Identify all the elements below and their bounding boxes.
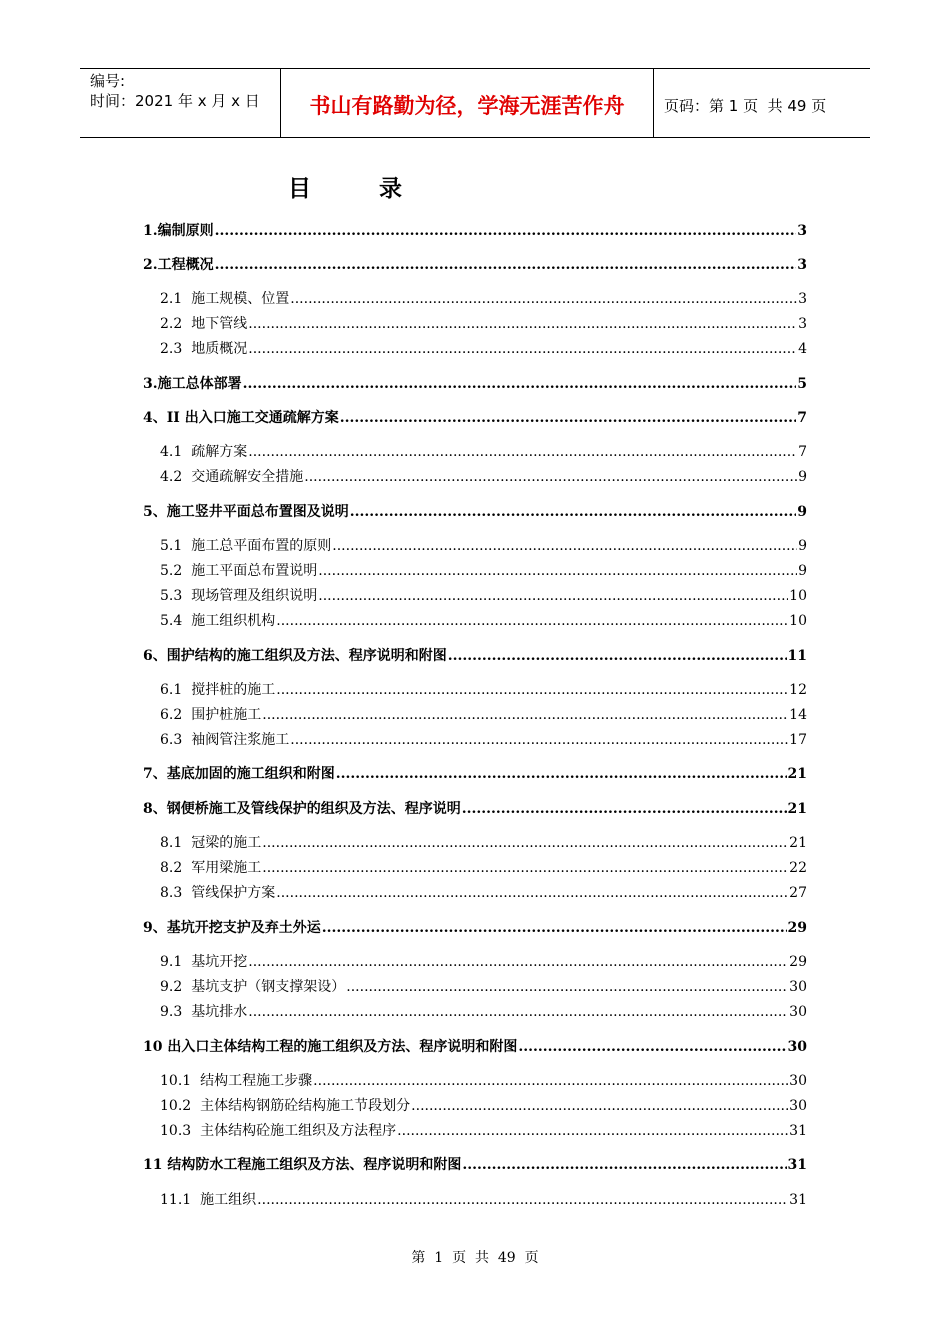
toc-entry-number: 6.1 <box>160 682 183 698</box>
toc-entry-text: 搅拌桩的施工 <box>191 682 276 698</box>
toc-leader-dots <box>332 537 797 555</box>
toc-entry-label <box>160 834 261 852</box>
toc-entry-text: 8、钢便桥施工及管线保护的组织及方法、程序说明 <box>143 801 461 817</box>
toc-leader-dots <box>262 859 788 877</box>
toc-page-number: 30 <box>787 1039 807 1055</box>
toc-entry-text: 2.工程概况 <box>143 257 214 273</box>
toc-page-number: 10 <box>789 613 807 629</box>
toc-page-number: 3 <box>797 257 807 273</box>
toc-entry-text: 围护桩施工 <box>191 707 262 723</box>
toc-page-number: 7 <box>798 444 807 460</box>
toc-leader-dots <box>336 765 787 783</box>
toc-page-number: 21 <box>787 766 807 782</box>
toc-entry-label <box>160 1097 410 1115</box>
toc-page-number: 31 <box>787 1157 807 1173</box>
toc-subentry[interactable] <box>143 1097 807 1115</box>
toc-page-number: 4 <box>798 341 807 357</box>
toc-entry-label <box>143 375 242 393</box>
toc-page-number: 7 <box>797 410 807 426</box>
toc-entry-text: 施工组织 <box>200 1192 257 1208</box>
toc-leader-dots <box>350 503 797 521</box>
toc-entry-number: 4.1 <box>160 444 183 460</box>
header-motto: 书山有路勤为径，学海无涯苦作舟 <box>281 69 654 137</box>
toc-entry[interactable] <box>143 503 807 521</box>
toc-page-number: 21 <box>787 801 807 817</box>
toc-page-number: 3 <box>798 291 807 307</box>
toc-entry-text: 管线保护方案 <box>191 885 276 901</box>
toc-leader-dots <box>248 1003 788 1021</box>
toc-leader-dots <box>397 1122 788 1140</box>
toc-page-number: 5 <box>797 376 807 392</box>
toc-leader-dots <box>411 1097 788 1115</box>
toc-subentry[interactable] <box>143 1191 807 1209</box>
toc-entry-text: 施工规模、位置 <box>191 291 290 307</box>
document-time-label: 时间：2021 年 x 月 x 日 <box>90 92 260 110</box>
toc-entry-label <box>160 468 303 486</box>
toc-page-number: 9 <box>798 469 807 485</box>
toc-entry-label <box>143 222 214 240</box>
toc-entry-text: 5、施工竖井平面总布置图及说明 <box>143 504 349 520</box>
toc-page-number: 30 <box>789 1073 807 1089</box>
toc-entry-text: 施工组织机构 <box>191 613 276 629</box>
toc-leader-dots <box>262 706 788 724</box>
toc-entry-text: 现场管理及组织说明 <box>191 588 318 604</box>
toc-leader-dots <box>257 1191 788 1209</box>
toc-subentry[interactable] <box>143 1122 807 1140</box>
toc-entry[interactable] <box>143 409 807 427</box>
toc-entry-number: 11.1 <box>160 1192 192 1208</box>
header-meta <box>80 69 281 137</box>
document-number-label: 编号: <box>90 72 126 90</box>
toc-entry-number: 10.3 <box>160 1123 192 1139</box>
toc-entry-number: 8.2 <box>160 860 183 876</box>
toc-entry-label <box>143 256 214 274</box>
toc-entry[interactable] <box>143 1038 807 1056</box>
toc-subentry[interactable] <box>143 562 807 580</box>
toc-entry-text: 地质概况 <box>191 341 248 357</box>
toc-entry-text: 11 结构防水工程施工组织及方法、程序说明和附图 <box>143 1157 462 1173</box>
toc-leader-dots <box>448 647 787 665</box>
toc-subentry[interactable] <box>143 612 807 630</box>
toc-subentry[interactable] <box>143 978 807 996</box>
toc-entry[interactable] <box>143 765 807 783</box>
toc-entry[interactable] <box>143 375 807 393</box>
toc-page-number: 30 <box>789 979 807 995</box>
toc-entry-number: 5.2 <box>160 563 183 579</box>
toc-title-char-2: 录 <box>379 176 402 202</box>
toc-entry-label <box>143 503 349 521</box>
toc-subentry[interactable] <box>143 290 807 308</box>
toc-entry-label <box>160 443 247 461</box>
toc-subentry[interactable] <box>143 443 807 461</box>
toc-subentry[interactable] <box>143 834 807 852</box>
toc-entry-label <box>160 537 331 555</box>
toc-entry-label <box>160 612 275 630</box>
toc-entry[interactable] <box>143 647 807 665</box>
header-page-info <box>654 69 870 137</box>
toc-page-number: 31 <box>789 1192 807 1208</box>
toc-entry[interactable] <box>143 919 807 937</box>
toc-entry-label <box>160 340 247 358</box>
toc-leader-dots <box>215 222 797 240</box>
toc-subentry[interactable] <box>143 1003 807 1021</box>
toc-entry-number: 9.3 <box>160 1004 183 1020</box>
toc-entry-label <box>160 731 289 749</box>
toc-entry-label <box>160 290 289 308</box>
toc-entry-label <box>160 1003 247 1021</box>
toc-entry-text: 10 出入口主体结构工程的施工组织及方法、程序说明和附图 <box>143 1039 518 1055</box>
toc-entry-text: 交通疏解安全措施 <box>191 469 304 485</box>
toc-entry-number: 5.1 <box>160 538 183 554</box>
toc-page-number: 29 <box>787 920 807 936</box>
toc-entry-text: 军用梁施工 <box>191 860 262 876</box>
toc-page-number: 22 <box>789 860 807 876</box>
toc-leader-dots <box>313 1072 788 1090</box>
toc-entry[interactable] <box>143 800 807 818</box>
toc-entry-text: 6、围护结构的施工组织及方法、程序说明和附图 <box>143 648 447 664</box>
toc-entry-number: 5.4 <box>160 613 183 629</box>
toc-leader-dots <box>215 256 797 274</box>
toc-entry[interactable] <box>143 222 807 240</box>
toc-entry-number: 10.2 <box>160 1098 192 1114</box>
toc-leader-dots <box>318 562 797 580</box>
toc-entry-text: 9、基坑开挖支护及弃土外运 <box>143 920 321 936</box>
toc-leader-dots <box>243 375 797 393</box>
toc-leader-dots <box>346 978 788 996</box>
toc-entry-number: 9.1 <box>160 954 183 970</box>
toc-title <box>288 170 402 203</box>
toc-entry[interactable] <box>143 256 807 274</box>
toc-entry-number: 8.1 <box>160 835 183 851</box>
toc-entry-label <box>160 1072 312 1090</box>
toc-entry-label <box>160 859 261 877</box>
toc-entry-text: 主体结构砼施工组织及方法程序 <box>200 1123 397 1139</box>
header-page-info-text: 页码：第 1 页 共 49 页 <box>664 96 827 115</box>
toc-page-number: 9 <box>798 538 807 554</box>
toc-entry-number: 6.3 <box>160 732 183 748</box>
toc-entry-label <box>160 562 317 580</box>
toc-leader-dots <box>262 834 788 852</box>
toc-leader-dots <box>518 1038 786 1056</box>
toc-leader-dots <box>322 919 787 937</box>
toc-page-number: 10 <box>789 588 807 604</box>
toc-entry-label <box>160 706 261 724</box>
toc-entry-text: 7、基底加固的施工组织和附图 <box>143 766 335 782</box>
toc-page-number: 30 <box>789 1004 807 1020</box>
toc-subentry[interactable] <box>143 706 807 724</box>
toc-leader-dots <box>276 884 788 902</box>
toc-entry-label <box>160 953 247 971</box>
toc-entry-text: 袖阀管注浆施工 <box>191 732 290 748</box>
toc-leader-dots <box>248 315 797 333</box>
toc-subentry[interactable] <box>143 884 807 902</box>
toc-leader-dots <box>276 612 788 630</box>
toc-leader-dots <box>462 1156 786 1174</box>
toc-entry-text: 冠梁的施工 <box>191 835 262 851</box>
toc-page-number: 14 <box>789 707 807 723</box>
toc-page-number: 3 <box>797 223 807 239</box>
toc-page-number: 29 <box>789 954 807 970</box>
toc-entry-label <box>160 315 247 333</box>
toc-entry-number: 2.1 <box>160 291 183 307</box>
toc-subentry[interactable] <box>143 468 807 486</box>
toc-entry-text: 基坑支护（钢支撑架设） <box>191 979 346 995</box>
toc-entry-label <box>143 1038 517 1056</box>
toc-entry-number: 10.1 <box>160 1073 192 1089</box>
toc-subentry[interactable] <box>143 340 807 358</box>
toc-page-number: 12 <box>789 682 807 698</box>
toc-entry-text: 4、II 出入口施工交通疏解方案 <box>143 410 339 426</box>
toc-leader-dots <box>276 681 788 699</box>
toc-entry[interactable] <box>143 1156 807 1174</box>
page-footer: 第 1 页 共 49 页 <box>411 1250 539 1266</box>
toc-page-number: 17 <box>789 732 807 748</box>
toc-leader-dots <box>318 587 788 605</box>
toc-entry-text: 施工总平面布置的原则 <box>191 538 332 554</box>
toc-leader-dots <box>290 731 788 749</box>
toc-entry-label <box>160 681 275 699</box>
toc-entry-text: 主体结构钢筋砼结构施工节段划分 <box>200 1098 411 1114</box>
toc-entry-number: 8.3 <box>160 885 183 901</box>
toc-entry-label <box>143 765 335 783</box>
toc-entry-number: 2.3 <box>160 341 183 357</box>
toc-subentry[interactable] <box>143 859 807 877</box>
toc-page-number: 3 <box>798 316 807 332</box>
toc-leader-dots <box>248 443 797 461</box>
toc-subentry[interactable] <box>143 731 807 749</box>
toc-entry-text: 3.施工总体部署 <box>143 376 242 392</box>
toc-entry-text: 施工平面总布置说明 <box>191 563 318 579</box>
toc-entry-text: 疏解方案 <box>191 444 248 460</box>
toc-leader-dots <box>290 290 797 308</box>
page-header <box>80 68 870 138</box>
toc-entry-label <box>143 800 461 818</box>
toc-subentry[interactable] <box>143 537 807 555</box>
toc-subentry[interactable] <box>143 681 807 699</box>
toc-leader-dots <box>304 468 797 486</box>
toc-entry-label <box>143 647 447 665</box>
toc-page-number: 31 <box>789 1123 807 1139</box>
toc-entry-label <box>160 1191 256 1209</box>
toc-leader-dots <box>248 340 797 358</box>
toc-entry-label <box>160 1122 396 1140</box>
toc-entry-label <box>143 1156 461 1174</box>
toc-page-number: 21 <box>789 835 807 851</box>
toc-entry-text: 地下管线 <box>191 316 248 332</box>
toc-page-number: 11 <box>787 648 807 664</box>
toc-page-number: 27 <box>789 885 807 901</box>
toc-entry-text: 基坑排水 <box>191 1004 248 1020</box>
toc-entry-number: 4.2 <box>160 469 183 485</box>
toc-entry-number: 6.2 <box>160 707 183 723</box>
toc-entry-text: 结构工程施工步骤 <box>200 1073 313 1089</box>
toc-leader-dots <box>248 953 788 971</box>
toc-page-number: 30 <box>789 1098 807 1114</box>
toc-subentry[interactable] <box>143 587 807 605</box>
toc-title-char-1: 目 <box>288 176 311 202</box>
toc-page-number: 9 <box>798 563 807 579</box>
toc-subentry[interactable] <box>143 1072 807 1090</box>
toc-entry-label <box>160 884 275 902</box>
toc-entry-text: 基坑开挖 <box>191 954 248 970</box>
toc-entry-label <box>160 587 317 605</box>
toc-leader-dots <box>340 409 797 427</box>
toc-entry-label <box>143 919 321 937</box>
toc-entry-text: 1.编制原则 <box>143 223 214 239</box>
toc-entry-number: 5.3 <box>160 588 183 604</box>
toc-entry-label <box>143 409 339 427</box>
toc-leader-dots <box>462 800 787 818</box>
toc-entry-number: 2.2 <box>160 316 183 332</box>
toc-subentry[interactable] <box>143 953 807 971</box>
toc-subentry[interactable] <box>143 315 807 333</box>
toc-page-number: 9 <box>797 504 807 520</box>
toc-entry-number: 9.2 <box>160 979 183 995</box>
toc-entry-label <box>160 978 345 996</box>
